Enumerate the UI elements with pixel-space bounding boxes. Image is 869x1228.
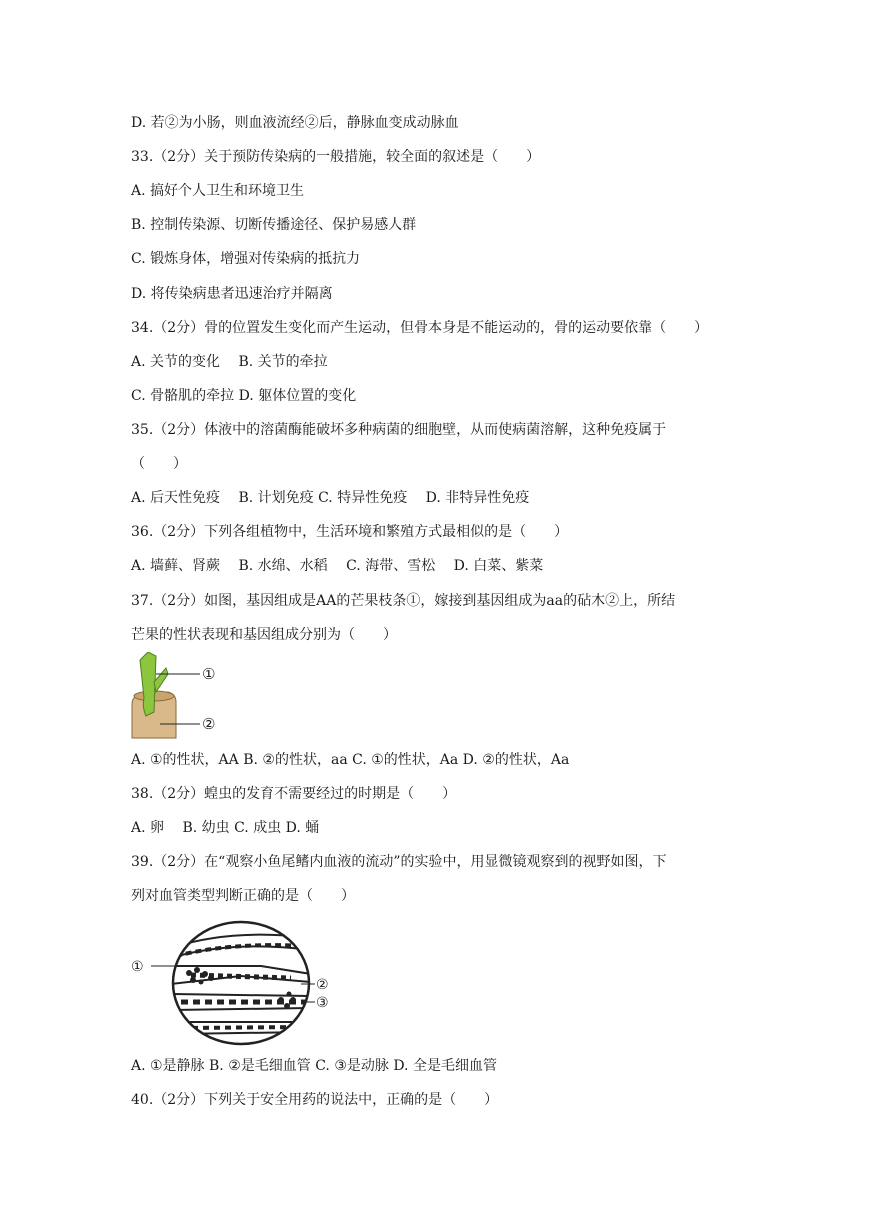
q36-stem: 36.（2分）下列各组植物中，生活环境和繁殖方式最相似的是（ ） — [131, 524, 569, 540]
graft-label-scion: ① — [202, 665, 216, 683]
graft-figure — [130, 652, 230, 742]
vessel-label-1: ① — [131, 959, 144, 975]
graft-label-stock: ② — [202, 715, 216, 733]
q36-options: A. 墙藓、肾蕨 B. 水绵、水稻 C. 海带、雪松 D. 白菜、紫菜 — [131, 558, 544, 574]
blood-vessel-figure — [131, 918, 341, 1048]
q37-stem-cont: 芒果的性状表现和基因组成分别为（ ） — [131, 627, 397, 643]
q35-options: A. 后天性免疫 B. 计划免疫 C. 特异性免疫 D. 非特异性免疫 — [131, 490, 530, 506]
q32-option-d: D. 若②为小肠，则血液流经②后，静脉血变成动脉血 — [131, 115, 459, 131]
vessel-label-3: ③ — [316, 995, 329, 1011]
q34-options-cd: C. 骨骼肌的牵拉 D. 躯体位置的变化 — [131, 388, 357, 404]
q33-option-d: D. 将传染病患者迅速治疗并隔离 — [131, 286, 333, 302]
q40-stem: 40.（2分）下列关于安全用药的说法中，正确的是（ ） — [131, 1092, 499, 1108]
q39-stem-cont: 列对血管类型判断正确的是（ ） — [131, 888, 355, 904]
q39-options: A. ①是静脉 B. ②是毛细血管 C. ③是动脉 D. 全是毛细血管 — [131, 1058, 497, 1074]
q37-stem: 37.（2分）如图，基因组成是AA的芒果枝条①，嫁接到基因组成为aa的砧木②上，所结 — [131, 593, 676, 609]
q38-options: A. 卵 B. 幼虫 C. 成虫 D. 蛹 — [131, 820, 320, 836]
q38-stem: 38.（2分）蝗虫的发育不需要经过的时期是（ ） — [131, 786, 457, 802]
q35-stem: 35.（2分）体液中的溶菌酶能破坏多种病菌的细胞壁，从而使病菌溶解，这种免疫属于 — [131, 422, 667, 438]
q33-option-b: B. 控制传染源、切断传播途径、保护易感人群 — [131, 217, 417, 233]
q33-stem: 33.（2分）关于预防传染病的一般措施，较全面的叙述是（ ） — [131, 149, 541, 165]
q34-stem: 34.（2分）骨的位置发生变化而产生运动，但骨本身是不能运动的，骨的运动要依靠（ ） — [131, 320, 709, 336]
vessel-label-2: ② — [316, 977, 329, 993]
q34-options-ab: A. 关节的变化 B. 关节的牵拉 — [131, 354, 328, 370]
q33-option-c: C. 锻炼身体，增强对传染病的抵抗力 — [131, 251, 361, 267]
q33-option-a: A. 搞好个人卫生和环境卫生 — [131, 183, 305, 199]
q35-stem-cont: （ ） — [131, 456, 187, 472]
q37-options: A. ①的性状，AA B. ②的性状，aa C. ①的性状，Aa D. ②的性状，Aa — [131, 752, 570, 768]
q39-stem: 39.（2分）在“观察小鱼尾鳍内血液的流动”的实验中，用显微镜观察到的视野如图，下 — [131, 854, 667, 870]
